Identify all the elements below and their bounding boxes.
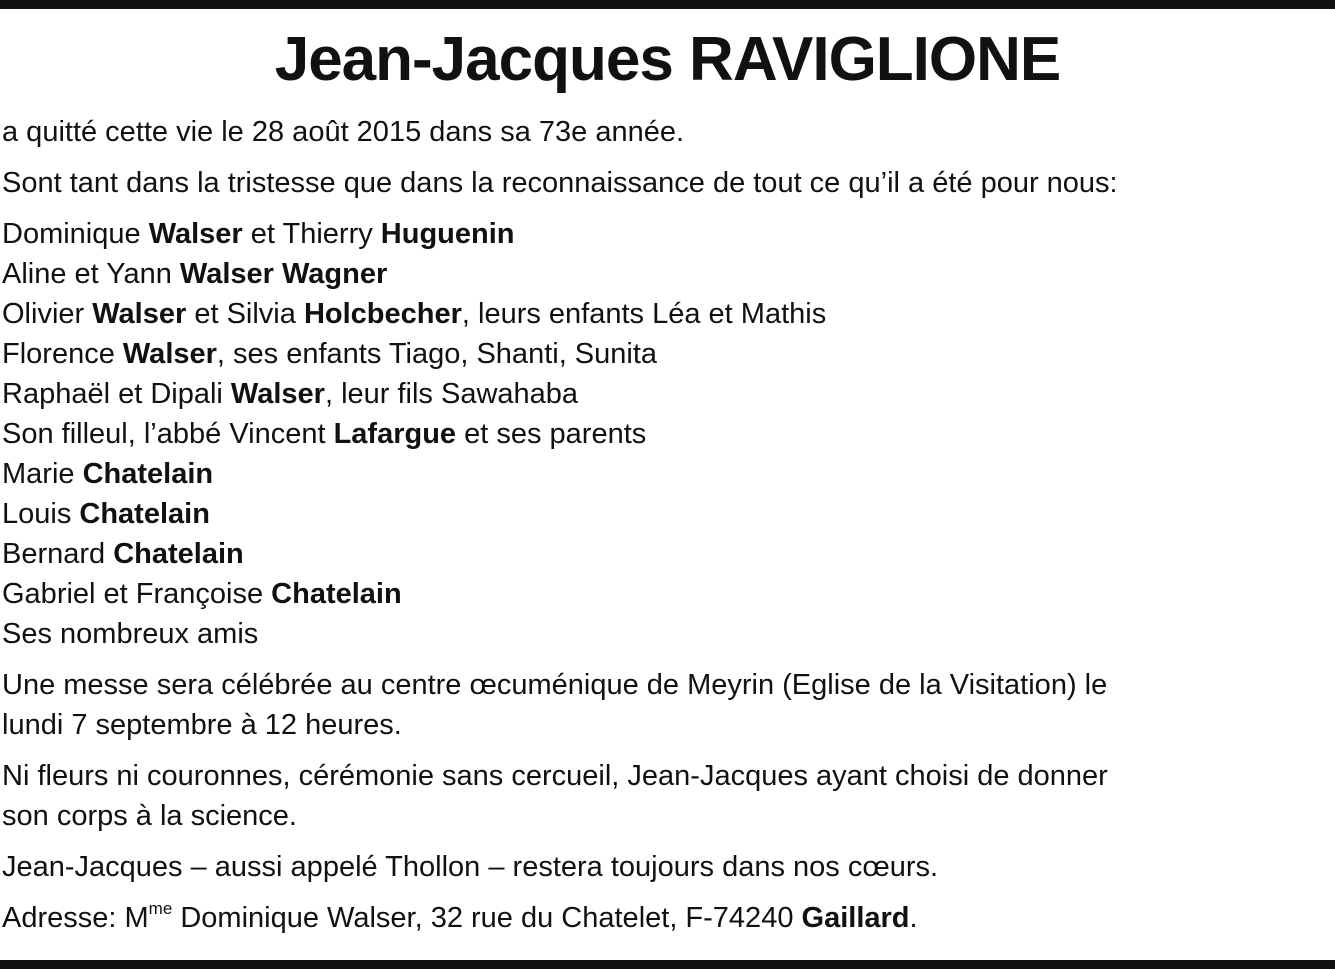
family-line [2,574,1332,614]
family-given-names: Dominique [2,218,149,250]
family-given-names: Louis [2,498,80,530]
family-given-names: Aline et Yann [2,258,180,290]
contact-address [2,898,1332,938]
family-note: , leurs enfants Léa et Mathis [461,298,827,330]
family-given-names: et Silvia [186,298,304,330]
family-line [2,494,1332,534]
top-rule [0,0,1335,9]
family-surname: Chatelain [82,458,214,490]
family-given-names: , leur fils Sawahaba [324,378,579,410]
family-line [2,374,1332,414]
bottom-rule [0,960,1335,969]
mass-line-2: lundi 7 septembre à 12 heures. [2,709,402,741]
family-line [2,614,1332,654]
family-given-names: Son filleul, l’abbé Vincent [2,418,334,450]
family-surname: Walser [148,218,243,250]
family-given-names: Ses nombreux amis [2,618,259,650]
mass-announcement [2,665,1332,745]
family-given-names: Gabriel et Françoise [2,578,272,610]
deceased-name-title: Jean-Jacques RAVIGLIONE [274,25,1061,94]
death-announcement: a quitté cette vie le 28 août 2015 dans sa 73e année. [2,116,685,148]
family-surname: Chatelain [79,498,210,530]
family-line [2,294,1332,334]
family-surname: Lafargue [333,418,457,450]
address-prefix: Adresse: M [2,902,149,934]
obituary-body [2,112,1332,949]
family-given-names: Bernard [2,538,114,570]
family-surname: Holcbecher [303,298,462,330]
family-surname: Chatelain [271,578,402,610]
family-given-names: et ses parents [456,418,647,450]
address-title-superscript: me [148,899,173,919]
mass-line-1: Une messe sera célébrée au centre œcuménique de Meyrin (Eglise de la Visitation) le [2,669,1108,701]
flowers-line-1: Ni fleurs ni couronnes, cérémonie sans cercueil, Jean-Jacques ayant choisi de donner [2,760,1108,792]
address-city: Gaillard [801,902,910,934]
remembrance-line: Jean-Jacques – aussi appelé Thollon – restera toujours dans nos cœurs. [2,851,939,883]
family-given-names: et Thierry [242,218,381,250]
family-list [2,214,1332,654]
family-line [2,334,1332,374]
family-line [2,254,1332,294]
family-line [2,414,1332,454]
family-given-names: Marie [2,458,83,490]
family-surname: Walser Wagner [179,258,388,290]
mourners-intro: Sont tant dans la tristesse que dans la reconnaissance de tout ce qu’il a été pour nous: [2,167,1118,199]
family-given-names: Florence [2,338,123,370]
family-surname: Walser [230,378,325,410]
family-surname: Huguenin [380,218,515,250]
family-line [2,214,1332,254]
family-given-names: Olivier [2,298,93,330]
family-surname: Walser [122,338,217,370]
family-line [2,534,1332,574]
family-given-names: Raphaël et Dipali [2,378,231,410]
family-line [2,454,1332,494]
flowers-line-2: son corps à la science. [2,800,297,832]
family-surname: Chatelain [113,538,244,570]
family-surname: Walser [92,298,187,330]
address-street: Dominique Walser, 32 rue du Chatelet, F-74240 [172,902,802,934]
address-suffix: . [909,902,918,934]
family-given-names: , ses enfants Tiago, Shanti, Sunita [216,338,658,370]
flowers-notice [2,756,1332,836]
